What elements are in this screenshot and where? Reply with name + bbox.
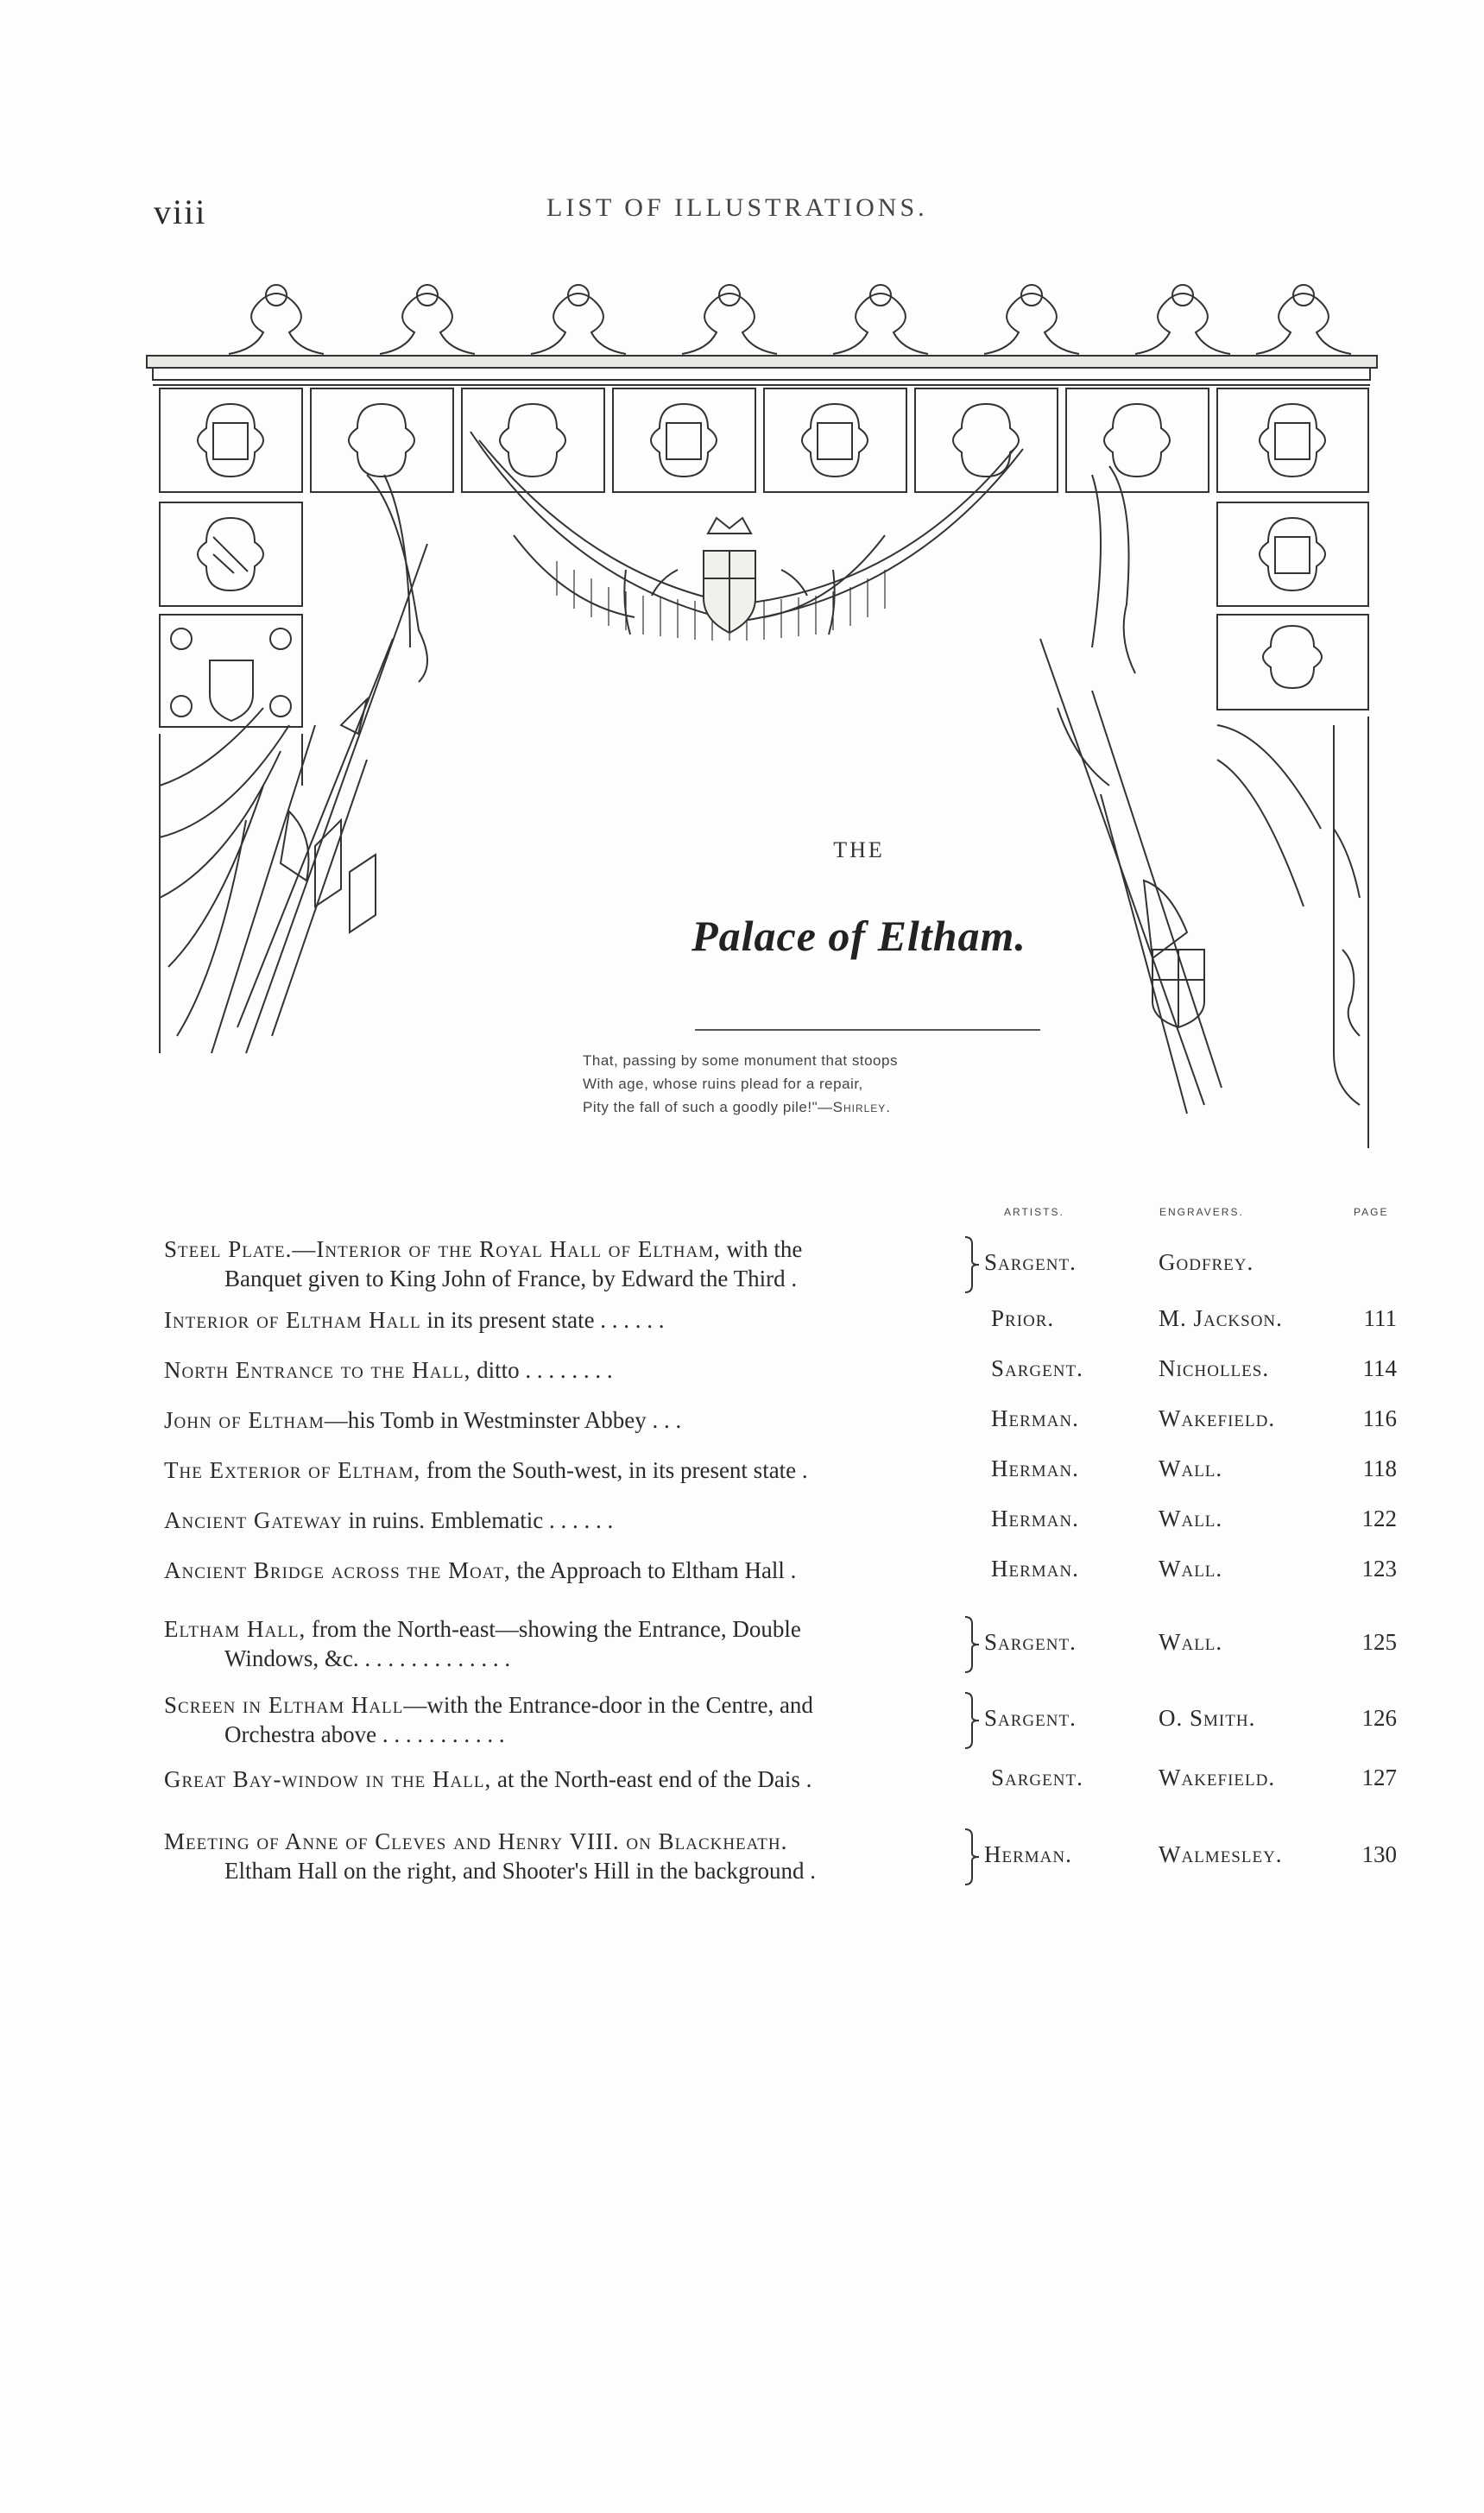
entry-text: from the North-east—showing the Entrance, Double	[306, 1616, 801, 1642]
entry-title	[164, 1827, 963, 1885]
entry-title-line	[164, 1614, 963, 1644]
entry-title-line	[164, 1234, 963, 1264]
entry-artist: Herman.	[991, 1455, 1079, 1481]
entry-artist: Sargent.	[991, 1355, 1083, 1381]
entry-page-number: 116	[1362, 1405, 1397, 1431]
entry-engraver: Nicholles.	[1159, 1355, 1270, 1381]
entry-artist: Herman.	[991, 1506, 1079, 1531]
brace-shape	[963, 1614, 981, 1673]
entry-subject: Screen in Eltham Hall	[164, 1692, 404, 1718]
illustration-rule	[695, 1029, 1040, 1031]
entry-page-number: 127	[1361, 1765, 1397, 1790]
brace-shape	[963, 1690, 981, 1749]
entry-title-line	[164, 1305, 963, 1335]
entry-title-line	[164, 1765, 963, 1794]
entry-engraver: M. Jackson.	[1159, 1305, 1283, 1331]
entry-title	[164, 1455, 963, 1485]
entry-text: with the	[720, 1236, 803, 1262]
entry-artist: Sargent.	[984, 1705, 1077, 1731]
entry-page-number: 123	[1361, 1556, 1397, 1582]
entry-title	[164, 1234, 963, 1293]
brace-shape	[963, 1827, 981, 1885]
brace-path	[965, 1829, 979, 1885]
entry-engraver: Wall.	[1159, 1629, 1223, 1655]
entry-title	[164, 1614, 963, 1673]
entry-engraver: Wall.	[1159, 1455, 1223, 1481]
brace-path	[965, 1617, 979, 1672]
quote-attribution: Shirley.	[832, 1099, 892, 1115]
entry-page-number: 125	[1361, 1629, 1397, 1655]
entry-title-line	[164, 1644, 963, 1673]
entry-text: Banquet given to King John of France, by Edward the Third .	[224, 1266, 798, 1291]
weapons-right	[1040, 639, 1222, 1114]
entry-text: from the South-west, in its present state .	[420, 1457, 808, 1483]
illustration-entry	[0, 1305, 1484, 1335]
entry-artist: Herman.	[984, 1841, 1072, 1867]
entry-text: in ruins. Emblematic . . . . . .	[342, 1507, 614, 1533]
entry-text: Windows, &c. . . . . . . . . . . . . .	[224, 1645, 511, 1671]
illustration-entry	[0, 1405, 1484, 1435]
entry-engraver: Godfrey.	[1159, 1249, 1254, 1275]
page-number: viii	[154, 193, 207, 231]
entry-artist: Sargent.	[984, 1249, 1077, 1275]
entry-subject: John of Eltham	[164, 1407, 325, 1433]
entry-subject: The Exterior of Eltham,	[164, 1457, 421, 1483]
entry-text: Eltham Hall on the right, and Shooter's Hill in the background .	[224, 1858, 816, 1884]
palace-of-eltham-illustration	[142, 276, 1386, 1157]
illustration-entry	[0, 1614, 1484, 1673]
entry-title-line	[164, 1827, 963, 1856]
entry-title	[164, 1355, 963, 1385]
drapery-swag	[367, 432, 1135, 682]
illustration-entry	[0, 1234, 1484, 1293]
entry-text: at the North-east end of the Dais .	[491, 1766, 812, 1792]
quote-line: Pity the fall of such a goodly pile!"—Shirley.	[583, 1099, 892, 1115]
entry-text: in its present state . . . . . .	[420, 1307, 665, 1333]
entry-page-number: 114	[1362, 1355, 1397, 1381]
illustration-the: THE	[833, 837, 885, 862]
quote-line: With age, whose ruins plead for a repair,	[583, 1076, 863, 1092]
entry-page-number: 130	[1361, 1841, 1397, 1867]
illustration-entry	[0, 1355, 1484, 1385]
entry-title	[164, 1506, 963, 1535]
entry-title-line	[164, 1556, 963, 1585]
entry-subject: North Entrance to the Hall,	[164, 1357, 471, 1383]
entry-text: the Approach to Eltham Hall .	[510, 1557, 797, 1583]
entry-title-line	[164, 1506, 963, 1535]
illustration-quote	[583, 1049, 1170, 1119]
brace-icon	[963, 1827, 981, 1885]
entry-engraver: Walmesley.	[1159, 1841, 1283, 1867]
entry-artist: Herman.	[991, 1556, 1079, 1582]
entry-page-number: 122	[1361, 1506, 1397, 1531]
column-header-engravers: ENGRAVERS.	[1159, 1206, 1244, 1218]
running-head: LIST OF ILLUSTRATIONS.	[546, 193, 928, 222]
entry-title	[164, 1690, 963, 1749]
entry-title-line	[164, 1355, 963, 1385]
illustration-entry	[0, 1506, 1484, 1535]
column-header-page: PAGE	[1354, 1206, 1389, 1218]
gothic-frame-drawing	[142, 276, 1386, 1157]
cresting	[229, 285, 1351, 354]
brace-icon	[963, 1614, 981, 1673]
entry-subject: Meeting of Anne of Cleves and Henry VIII. on Blackheath.	[164, 1828, 788, 1854]
entry-title-line	[164, 1720, 963, 1749]
entry-title-line	[164, 1455, 963, 1485]
column-headers	[0, 1206, 1484, 1223]
entry-text: ditto . . . . . . . .	[470, 1357, 613, 1383]
entry-artist: Sargent.	[984, 1629, 1077, 1655]
entry-subject: Great Bay-window in the Hall,	[164, 1766, 492, 1792]
entry-title-line	[164, 1690, 963, 1720]
entry-title	[164, 1305, 963, 1335]
illustration-entry	[0, 1765, 1484, 1794]
entry-title-line	[164, 1405, 963, 1435]
brace-path	[965, 1237, 979, 1292]
entry-artist: Herman.	[991, 1405, 1079, 1431]
page-header	[154, 192, 1380, 231]
entry-subject: Ancient Gateway	[164, 1507, 343, 1533]
brace-shape	[963, 1234, 981, 1293]
illustration-entry	[0, 1690, 1484, 1749]
entry-title-line	[164, 1264, 963, 1293]
entry-engraver: O. Smith.	[1159, 1705, 1256, 1731]
quote-line: That, passing by some monument that stoops	[583, 1052, 898, 1069]
brace-icon	[963, 1690, 981, 1749]
entry-subject: Ancient Bridge across the Moat,	[164, 1557, 511, 1583]
brace-path	[965, 1693, 979, 1748]
entry-text: —his Tomb in Westminster Abbey . . .	[324, 1407, 682, 1433]
entry-engraver: Wall.	[1159, 1556, 1223, 1582]
entry-subject: Interior of Eltham Hall	[164, 1307, 421, 1333]
entry-text: —with the Entrance-door in the Centre, and	[403, 1692, 813, 1718]
entry-title	[164, 1556, 963, 1585]
entry-title	[164, 1765, 963, 1794]
column-header-artists: ARTISTS.	[1004, 1206, 1064, 1218]
entry-artist: Prior.	[991, 1305, 1055, 1331]
entry-engraver: Wakefield.	[1159, 1765, 1276, 1790]
illustration-entry	[0, 1455, 1484, 1485]
entry-title-line	[164, 1856, 963, 1885]
weapons-left	[212, 544, 427, 1053]
illustration-entry	[0, 1556, 1484, 1585]
entry-text: Orchestra above . . . . . . . . . . .	[224, 1721, 505, 1747]
entry-engraver: Wakefield.	[1159, 1405, 1276, 1431]
illustration-entry	[0, 1827, 1484, 1885]
illustration-title: Palace of Eltham.	[691, 912, 1026, 960]
brace-icon	[963, 1234, 981, 1293]
entry-artist: Sargent.	[991, 1765, 1083, 1790]
entry-title	[164, 1405, 963, 1435]
panel-row	[160, 388, 1368, 492]
entry-page-number: 118	[1362, 1455, 1397, 1481]
entry-engraver: Wall.	[1159, 1506, 1223, 1531]
entry-subject: Eltham Hall,	[164, 1616, 306, 1642]
entry-page-number: 126	[1361, 1705, 1397, 1731]
entry-subject: Steel Plate.—Interior of the Royal Hall of Eltham,	[164, 1236, 721, 1262]
entry-page-number: 111	[1363, 1305, 1397, 1331]
